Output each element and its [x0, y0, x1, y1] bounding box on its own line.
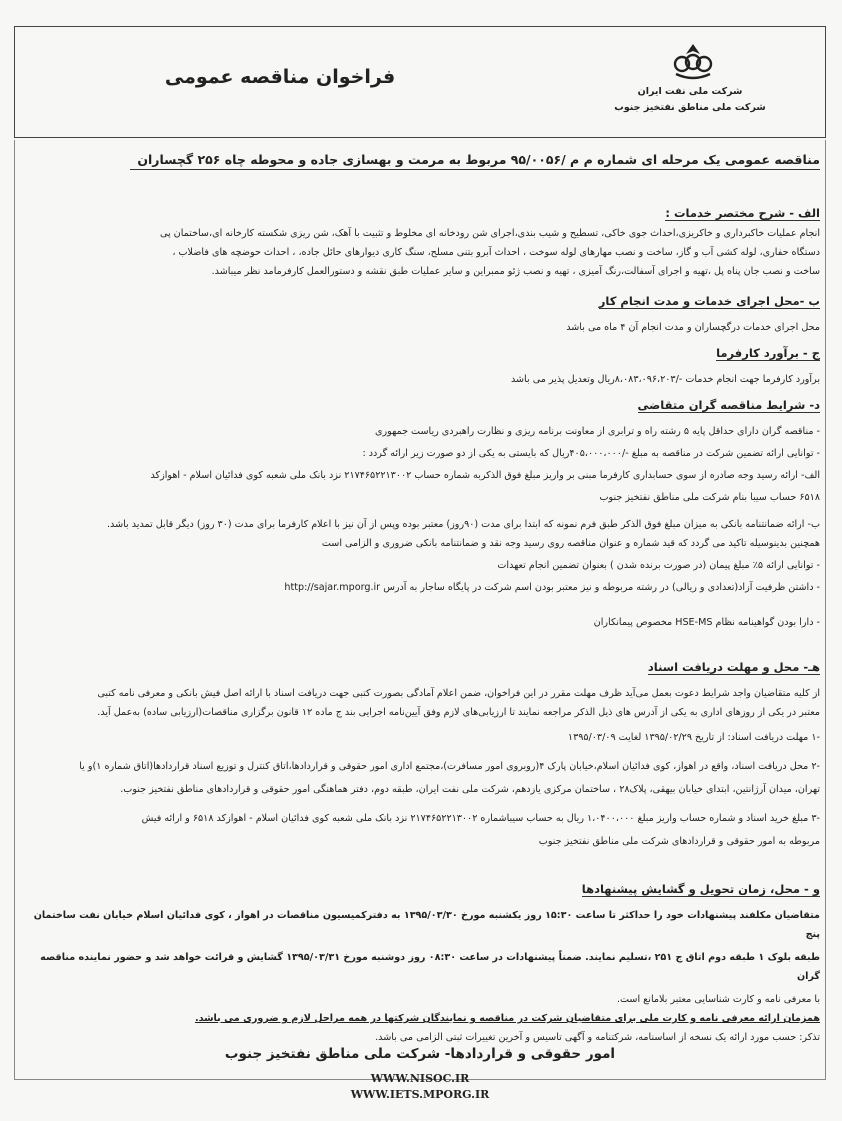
nioc-logo-icon — [670, 42, 716, 82]
text-line: مربوطه به امور حقوقی و قراردادهای شرکت ملی مناطق نفتخیز جنوب — [538, 836, 820, 847]
text-line: الف- ارائه رسید وجه صادره از سوی حسابداری کارفرما مبنی بر واریز مبلغ فوق الذکربه شماره حساب ۲۱۷۴۶۵۲۲۱۳۰۰۲ نزد بانک ملی شعبه کوی فدائیان اسلام - اهوازکد — [150, 470, 820, 481]
text-line: ۶۵۱۸ حساب سیبا بنام شرکت ملی مناطق نفتخیز جنوب — [599, 492, 820, 503]
company-name-nioc: شرکت ملی نفت ایران — [637, 86, 743, 97]
text-line: - مناقصه گران دارای حداقل پایه ۵ رشته راه و ترابری از معاونت برنامه ریزی و نظارت راهبردی ریاست جمهوری — [375, 426, 820, 437]
text-line: همچنین بدینوسیله تاکید می گردد که قید شماره و عنوان مناقصه روی رسید وجه نقد و ضمانتنامه بانکی ضروری و الزامی است — [321, 538, 820, 549]
text-line: انجام عملیات خاکبرداری و خاکریزی،احداث جوی خاکی، تسطیح و شیب بندی،اجرای شن رودخانه ای مخلوط و تثبیت با آهک، شن ریزی شکسته کارخانه ای،ساختمان پی — [159, 228, 820, 239]
text-line: تهران، میدان آرژانتین، ابتدای خیابان بیهقی، پلاک۲۸ ، ساختمان مرکزی یازدهم، شرکت ملی نفت ایران، طبقه دوم، دفتر هماهنگی امور حقوقی و قراردادهای مناطق نفتخیز جنوب. — [120, 784, 820, 795]
section-c-text — [20, 370, 820, 389]
tender-heading: مناقصه عمومی یک مرحله ای شماره م م /۹۵/۰۰۵۶ مربوط به مرمت و بهسازی جاده و محوطه چاه ۲۵۶ گچساران — [130, 152, 820, 170]
text-line: دستگاه حفاری، لوله کشی آب و گاز، ساخت و نصب مهارهای لوله سوخت ، احداث آبرو بتنی مسلح، سنگ کاری دیوارهای حائل جاده، ، احداث حوضچه های فاضلاب ، — [172, 247, 820, 258]
document-title: فراخوان مناقصه عمومی — [164, 66, 396, 88]
section-e-heading: هـ- محل و مهلت دریافت اسناد — [647, 660, 820, 674]
text-line: معتبر در یکی از روزهای اداری به یکی از آدرس های ذیل الذکر مراجعه نمایند تا ارزیابی‌های لازم وفق آیین‌نامه اجرایی بند ج ماده ۱۲ قانون برگزاری مناقصات(ارزیابی ساده) به‌عمل آید. — [97, 707, 820, 718]
section-d-text — [20, 422, 820, 632]
section-a-text — [20, 224, 820, 281]
text-line: با معرفی نامه و کارت شناسایی معتبر بلامانع است. — [616, 994, 820, 1005]
section-d-heading: د- شرایط مناقصه گران متقاضی — [637, 398, 820, 412]
text-line: -۲ محل دریافت اسناد، واقع در اهواز، کوی فدائیان اسلام،خیابان پارک ۴(روبروی امور مسافرت)،مجتمع اداری امور حقوقی و قراردادها،اتاق کنترل و توزیع اسناد قراردادها(اتاق شماره ۱)و یا — [79, 761, 820, 772]
text-line: ساخت و نصب جان پناه پل ،تهیه و اجرای آسفالت،رنگ آمیزی ، تهیه و نصب ژئو ممبراین و سایر عملیات طبق نقشه و دستورالعمل کارفرمامد نظر میباشد. — [211, 266, 820, 277]
website-link-nisoc[interactable]: WWW.NISOC.IR — [370, 1072, 470, 1085]
section-e-text — [20, 684, 820, 851]
company-name-nisoc: شرکت ملی مناطق نفتخیز جنوب — [614, 102, 766, 113]
text-line: - داشتن ظرفیت آزاد(تعدادی و ریالی) در رشته مربوطه و نیز معتبر بودن اسم شرکت در پایگاه ساجار به آدرس http://sajar.mporg.ir — [284, 582, 820, 593]
footer-department: امور حقوقی و قراردادها- شرکت ملی مناطق نفتخیز جنوب — [224, 1046, 616, 1062]
section-f-heading: و - محل، زمان تحویل و گشایش پیشنهادها — [581, 882, 820, 896]
text-line: همزمان ارائه معرفی نامه و کارت ملی برای متقاضیان شرکت در مناقصه و نمایندگان شرکتها در همه مراحل لازم و ضروری می باشد. — [194, 1013, 820, 1024]
text-line: محل اجرای خدمات درگچساران و مدت انجام آن ۴ ماه می باشد — [566, 322, 820, 333]
section-b-text — [20, 318, 820, 337]
section-f-text — [20, 906, 820, 1047]
text-line: -۱ مهلت دریافت اسناد: از تاریخ ۱۳۹۵/۰۲/۲۹ لغایت ۱۳۹۵/۰۳/۰۹ — [567, 732, 820, 743]
section-b-heading: ب -محل اجرای خدمات و مدت انجام کار — [598, 294, 820, 308]
website-link-iets[interactable]: WWW.IETS.MPORG.IR — [350, 1088, 490, 1101]
text-line: تذکر: حسب مورد ارائه یک نسخه از اساسنامه، شرکتنامه و آگهی تاسیس و آخرین تغییرات ثبتی الزامی می باشد. — [375, 1032, 820, 1043]
text-line: برآورد کارفرما جهت انجام خدمات -/۸،۰۸۳،۰۹۶،۲۰۳ریال وتعدیل پذیر می باشد — [510, 374, 820, 385]
text-line: - توانایی ارائه ۵٪ مبلغ پیمان (در صورت برنده شدن ) بعنوان تضمین انجام تعهدات — [497, 560, 820, 571]
text-line: متقاضیان مکلفند پیشنهادات خود را حداکثر تا ساعت ۱۵:۳۰ روز یکشنبه مورخ ۱۳۹۵/۰۳/۳۰ به دفترکمیسیون مناقصات در اهواز ، کوی فدائیان اسلام خیابان نفت ساختمان پنج — [33, 910, 820, 940]
text-line: ب- ارائه ضمانتنامه بانکی به میزان مبلغ فوق الذکر طبق فرم نمونه که ابتدا برای مدت (۹۰روز) معتبر بوده وپس از آن نیز با اعلام کارفرما برای مدت (۳۰ روز) دیگر قابل تمدید باشد. — [107, 519, 820, 530]
text-line: - توانایی ارائه تضمین شرکت در مناقصه به مبلغ -/۴۰۵،۰۰۰،۰۰۰ریال که بایستی به یکی از دو صورت زیر ارائه گردد : — [362, 448, 820, 459]
section-c-heading: ج - برآورد کارفرما — [716, 346, 820, 360]
section-a-heading: الف - شرح مختصر خدمات : — [665, 206, 820, 220]
text-line: -۳ مبلغ خرید اسناد و شماره حساب واریز مبلغ ۱،۰۴۰۰،۰۰۰ ریال به حساب سیباشماره ۲۱۷۴۶۵۲۲۱۳۰۰۲ نزد بانک ملی شعبه کوی فدائیان اسلام - اهوازکد ۶۵۱۸ و ارائه فیش — [141, 813, 820, 824]
text-line: - دارا بودن گواهینامه نظام HSE-MS مخصوص پیمانکاران — [593, 617, 820, 628]
text-line: طبقه بلوک ۱ طبقه دوم اتاق ج ۲۵۱ ،تسلیم نمایند. ضمناً پیشنهادات در ساعت ۰۸:۳۰ روز دوشنبه مورخ ۱۳۹۵/۰۳/۳۱ گشایش و قرائت خواهد شد و حضور نماینده مناقصه گران — [40, 952, 820, 982]
text-line: از کلیه متقاضیان واجد شرایط دعوت بعمل می‌آید ظرف مهلت مقرر در این فراخوان، ضمن اعلام آمادگی بصورت کتبی جهت دریافت اسناد با ارائه اصل فیش بانکی و معرفی نامه کتبی — [97, 688, 820, 699]
